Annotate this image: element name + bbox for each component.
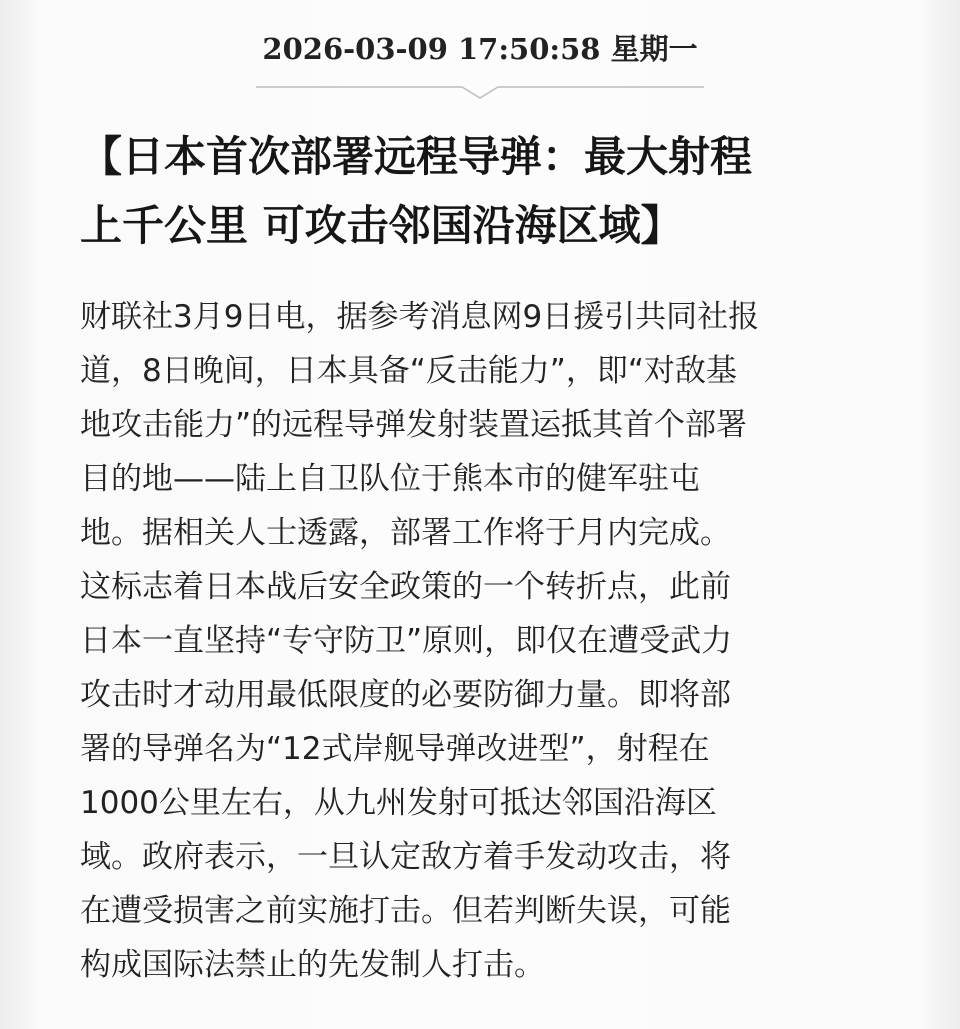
- body-line: 1000公里左右，从九州发射可抵达邻国沿海区: [80, 785, 717, 821]
- body-line: 攻击时才动用最低限度的必要防御力量。即将部: [80, 677, 731, 713]
- title-line: 【日本首次部署远程导弹：最大射程: [80, 132, 753, 181]
- body-line: 在遭受损害之前实施打击。但若判断失误，可能: [80, 893, 731, 929]
- body-line: 地攻击能力”的远程导弹发射装置运抵其首个部署: [80, 407, 748, 443]
- body-line: 这标志着日本战后安全政策的一个转折点，此前: [80, 569, 731, 605]
- body-line: 目的地——陆上自卫队位于熊本市的健军驻屯: [80, 461, 700, 497]
- body-line: 道，8日晚间，日本具备“反击能力”，即“对敌基: [80, 353, 737, 389]
- body-line: 地。据相关人士透露，部署工作将于月内完成。: [80, 515, 731, 551]
- body-line: 域。政府表示，一旦认定敌方着手发动攻击，将: [80, 839, 731, 875]
- body-line: 构成国际法禁止的先发制人打击。: [80, 947, 545, 983]
- article-title: [80, 122, 900, 260]
- body-line: 日本一直坚持“专守防卫”原则，即仅在遭受武力: [80, 623, 733, 659]
- publish-datetime: 2026-03-09 17:50:58 星期一: [262, 32, 698, 66]
- body-line: 署的导弹名为“12式岸舰导弹改进型”，射程在: [80, 731, 710, 767]
- article-body: [80, 290, 910, 992]
- header-divider: [256, 84, 704, 100]
- title-line: 上千公里 可攻击邻国沿海区域】: [80, 201, 683, 250]
- body-line: 财联社3月9日电，据参考消息网9日援引共同社报: [80, 299, 760, 335]
